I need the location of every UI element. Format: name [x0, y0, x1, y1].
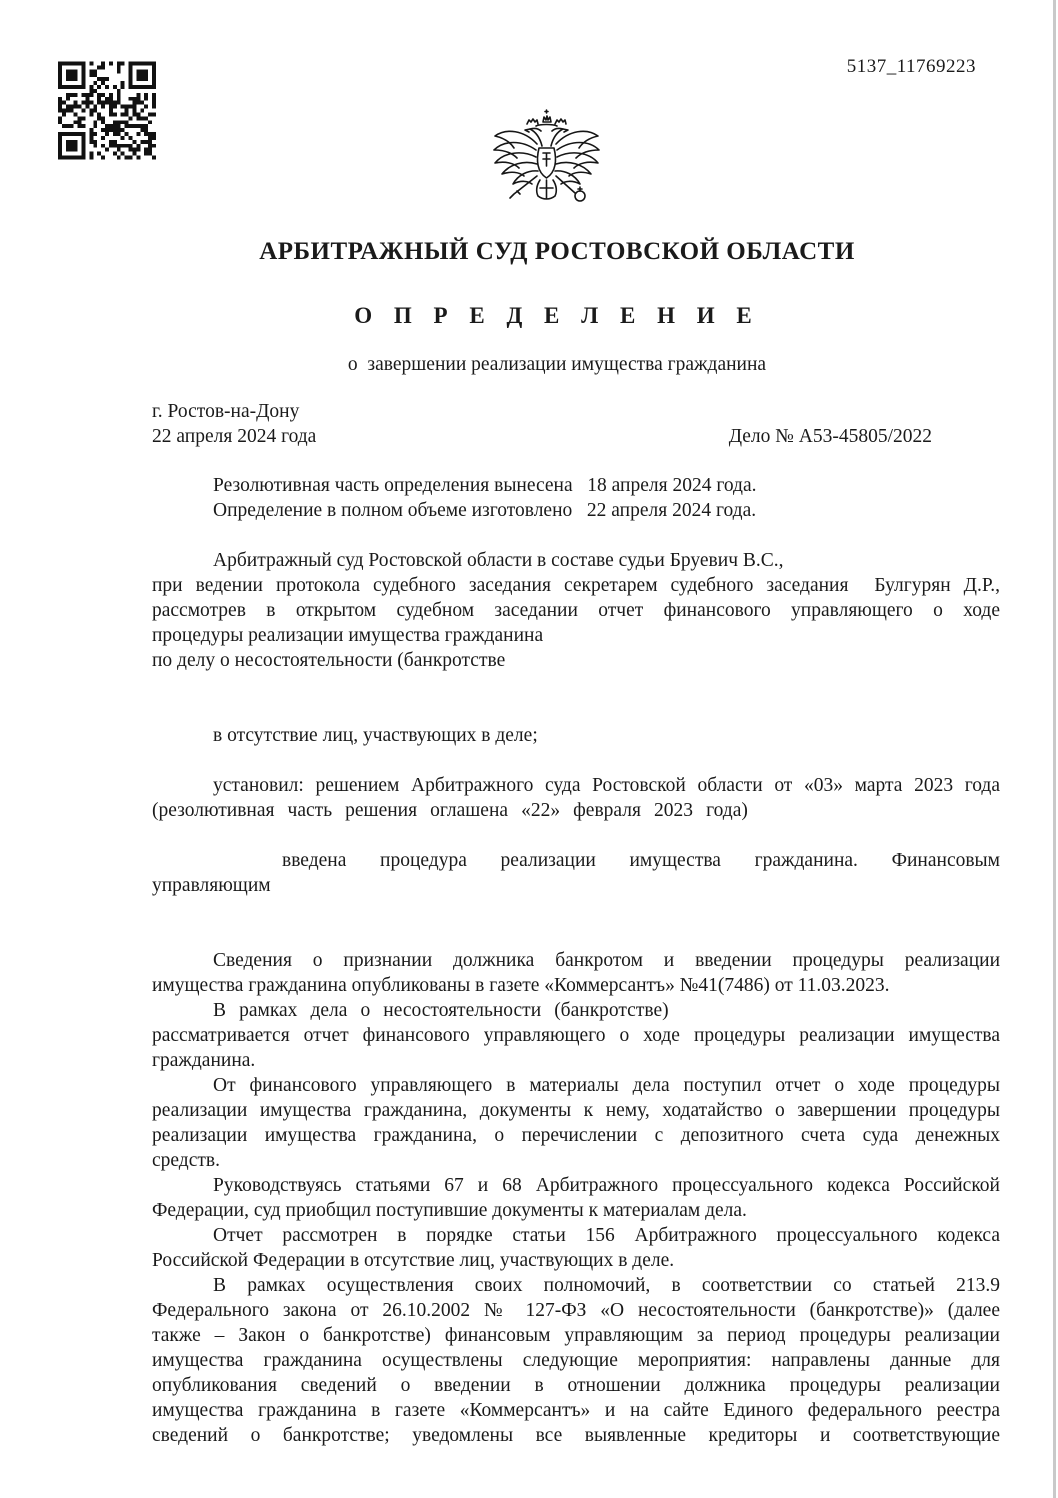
- body-line: Арбитражный суд Ростовской области в составе судьи Бруевич В.С.,: [213, 550, 784, 571]
- blank-line: [152, 673, 1000, 698]
- body-line: Сведения о признании должника банкротом и введении процедуры реализации: [213, 950, 1000, 971]
- body-line: опубликования сведений о введении в отношении должника процедуры реализации: [152, 1375, 1000, 1396]
- document-content: [152, 238, 1000, 1448]
- body-line: Российской Федерации в отсутствие лиц, участвующих в деле.: [152, 1250, 675, 1271]
- body-line: управляющим: [152, 875, 271, 896]
- body-line: имущества гражданина в газете «Коммерсантъ» и на сайте Единого федерального реестра: [152, 1400, 1000, 1421]
- body-line: реализации имущества гражданина, о перечислении с депозитного счета суда денежных: [152, 1125, 1000, 1146]
- blank-line: [152, 698, 1000, 723]
- body-line: От финансового управляющего в материалы дела поступил отчет о ходе процедуры: [213, 1075, 1000, 1096]
- document-type-title: О П Р Е Д Е Л Е Н И Е: [354, 303, 760, 328]
- body-line: (резолютивная часть решения оглашена «22» февраля 2023 года): [152, 800, 748, 821]
- meta-block: [152, 399, 1000, 449]
- blank-line: [152, 523, 1000, 548]
- header-block: [152, 238, 962, 377]
- date-case-row: [152, 424, 1000, 449]
- body-line: установил: решением Арбитражного суда Ростовской области от «03» марта 2023 года: [213, 775, 1000, 796]
- body-line: реализации имущества гражданина, документы к нему, ходатайство о завершении процедуры: [152, 1100, 1000, 1121]
- coat-of-arms-svg: [490, 109, 603, 213]
- blank-line: [152, 898, 1000, 923]
- body-line: процедуры реализации имущества гражданина: [152, 625, 544, 646]
- body-line: средств.: [152, 1150, 220, 1171]
- body-line: гражданина.: [152, 1050, 256, 1071]
- body-line: имущества гражданина опубликованы в газете «Коммерсантъ» №41(7486) от 11.03.2023.: [152, 975, 890, 996]
- body-line: Руководствуясь статьями 67 и 68 Арбитражного процессуального кодекса Российской: [213, 1175, 1000, 1196]
- body-line: В рамках дела о несостоятельности (банкротстве): [213, 1000, 669, 1021]
- document-subtitle: о завершении реализации имущества гражданина: [347, 354, 767, 375]
- russian-coat-of-arms-icon: [490, 109, 603, 213]
- body-line: при ведении протокола судебного заседания секретарем судебного заседания Булгурян Д.Р.,: [152, 575, 1000, 596]
- blank-line: [152, 748, 1000, 773]
- qr-code-svg: [58, 61, 156, 160]
- body-line: Федерации, суд приобщил поступившие документы к материалам дела.: [152, 1200, 747, 1221]
- date-line: 22 апреля 2024 года: [152, 426, 317, 447]
- blank-line: [152, 923, 1000, 948]
- body-text-block: [152, 473, 1000, 1448]
- court-name-title: АРБИТРАЖНЫЙ СУД РОСТОВСКОЙ ОБЛАСТИ: [259, 238, 855, 265]
- body-line: Определение в полном объеме изготовлено 22 апреля 2024 года.: [213, 500, 757, 521]
- city-line: г. Ростов-на-Дону: [152, 401, 300, 422]
- body-line: сведений о банкротстве; уведомлены все выявленные кредиторы и соответствующие: [152, 1425, 1000, 1446]
- page-edge-shadow: [1053, 0, 1056, 1498]
- case-number: Дело № А53-45805/2022: [728, 426, 932, 447]
- body-line: В рамках осуществления своих полномочий, в соответствии со статьей 213.9: [213, 1275, 1000, 1296]
- body-line: Резолютивная часть определения вынесена 18 апреля 2024 года.: [213, 475, 757, 496]
- body-line: Отчет рассмотрен в порядке статьи 156 Арбитражного процессуального кодекса: [213, 1225, 1000, 1246]
- body-line: по делу о несостоятельности (банкротстве: [152, 650, 506, 671]
- body-line: рассмотрев в открытом судебном заседании отчет финансового управляющего о ходе: [152, 600, 1000, 621]
- document-registry-number: 5137_11769223: [846, 56, 976, 77]
- body-line: также – Закон о банкротстве) финансовым управляющим за период процедуры реализации: [152, 1325, 1000, 1346]
- body-line: введена процедура реализации имущества гражданина. Финансовым: [282, 850, 1000, 871]
- body-line: рассматривается отчет финансового управляющего о ходе процедуры реализации имущества: [152, 1025, 1000, 1046]
- blank-line: [152, 823, 1000, 848]
- qr-code-icon: [58, 61, 156, 160]
- body-line: в отсутствие лиц, участвующих в деле;: [213, 725, 538, 746]
- body-line: Федерального закона от 26.10.2002 № 127-ФЗ «О несостоятельности (банкротстве)» (далее: [152, 1300, 1000, 1321]
- body-line: имущества гражданина осуществлены следующие мероприятия: направлены данные для: [152, 1350, 1000, 1371]
